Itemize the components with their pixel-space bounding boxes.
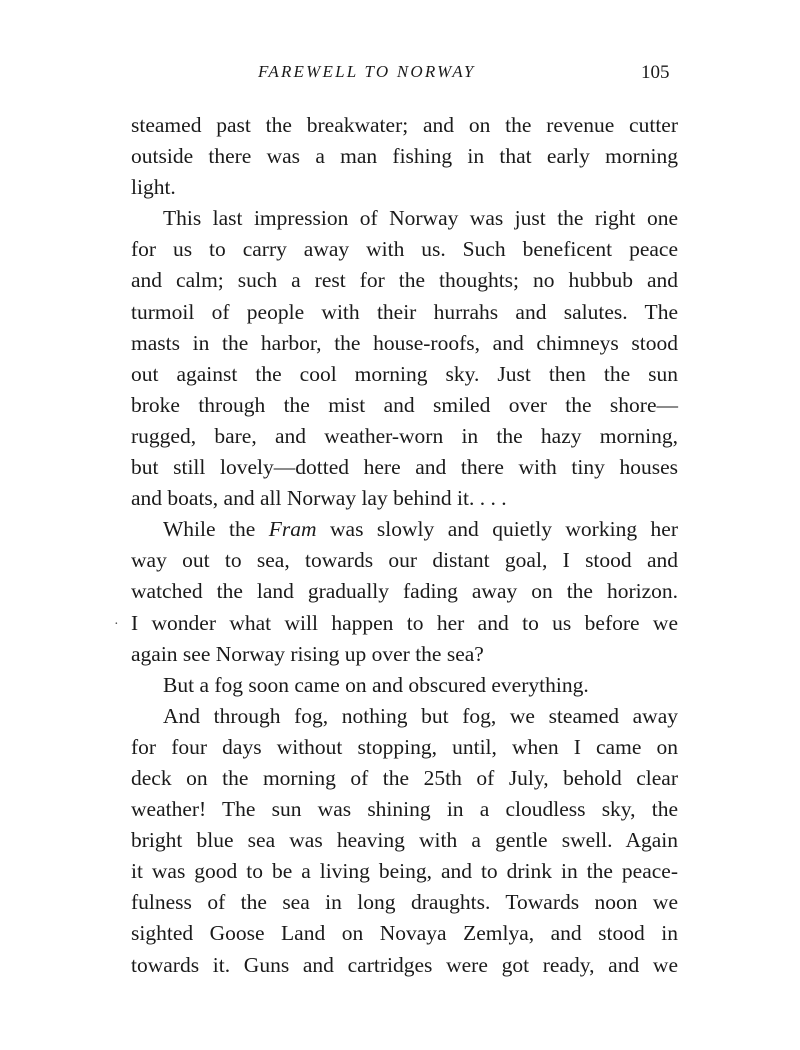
text-segment: While the	[163, 517, 269, 542]
text-line: for us to carry away with us. Such beneficent peace	[131, 237, 678, 262]
paragraph-start-line: But a fog soon came on and obscured everything.	[163, 672, 589, 697]
text-line: light.	[131, 175, 176, 200]
text-line: again see Norway rising up over the sea?	[131, 641, 484, 666]
text-line: and calm; such a rest for the thoughts; no hubbub and	[131, 268, 678, 293]
paragraph-start-line: This last impression of Norway was just the right one	[163, 206, 678, 231]
text-line: weather! The sun was shining in a cloudless sky, the	[131, 797, 678, 822]
running-title: FAREWELL TO NORWAY	[258, 62, 476, 81]
text-line: outside there was a man fishing in that early morning	[131, 144, 678, 169]
paragraph-start-line	[131, 514, 678, 545]
text-line: turmoil of people with their hurrahs and salutes. The	[131, 299, 678, 324]
text-line: rugged, bare, and weather-worn in the hazy morning,	[131, 423, 678, 448]
text-line: it was good to be a living being, and to drink in the peace-	[131, 859, 678, 884]
running-header	[0, 60, 800, 90]
paragraph-start-line: And through fog, nothing but fog, we steamed away	[163, 703, 678, 728]
text-line: sighted Goose Land on Novaya Zemlya, and stood in	[131, 921, 678, 946]
text-line: watched the land gradually fading away on the horizon.	[131, 579, 678, 604]
text-line: masts in the harbor, the house-roofs, and chimneys stood	[131, 330, 678, 355]
text-line: out against the cool morning sky. Just then the sun	[131, 361, 678, 386]
text-line: and boats, and all Norway lay behind it. . . .	[131, 486, 507, 511]
text-segment: was slowly and quietly working her	[316, 517, 678, 542]
text-line: I wonder what will happen to her and to us before we	[131, 610, 678, 635]
text-line: towards it. Guns and cartridges were got ready, and we	[131, 952, 678, 977]
text-line: for four days without stopping, until, when I came on	[131, 734, 678, 759]
text-line: steamed past the breakwater; and on the revenue cutter	[131, 113, 678, 137]
page-number: 105	[641, 62, 670, 83]
text-line: way out to sea, towards our distant goal, I stood and	[131, 548, 678, 573]
text-line: deck on the morning of the 25th of July, behold clear	[131, 765, 678, 790]
body-text	[131, 110, 678, 981]
text-line: bright blue sea was heaving with a gentle swell. Again	[131, 828, 678, 853]
text-line: broke through the mist and smiled over the shore—	[131, 392, 678, 417]
text-line: fulness of the sea in long draughts. Towards noon we	[131, 890, 678, 915]
text-line: but still lovely—dotted here and there with tiny houses	[131, 455, 678, 480]
ship-name: Fram	[268, 517, 317, 542]
margin-mark: ·	[114, 617, 119, 632]
